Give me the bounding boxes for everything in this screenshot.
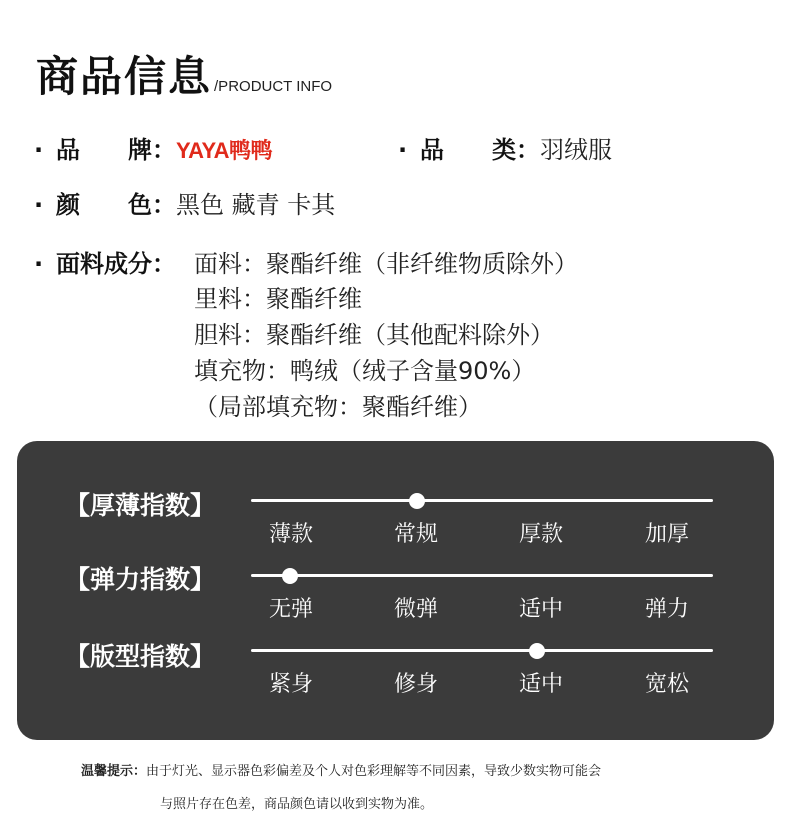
color-value: 黑色 藏青 卡其: [176, 191, 336, 219]
fabric-row: [34, 249, 176, 279]
notice-line-2: 与照片存在色差，商品颜色请以收到实物为准。: [160, 797, 434, 812]
elasticity-index-title: 【弹力指数】: [65, 565, 216, 594]
color-row: [34, 190, 335, 220]
title-chinese: 商品信息: [36, 52, 213, 101]
fit-option: 修身: [393, 672, 439, 697]
fit-option: 紧身: [268, 672, 314, 697]
category-label: 品 类：: [420, 136, 540, 164]
bullet: ·: [34, 250, 44, 278]
notice-text-1: 由于灯光、显示器色彩偏差及个人对色彩理解等不同因素，导致少数实物可能会: [146, 764, 602, 779]
fit-index-title: 【版型指数】: [65, 642, 216, 671]
fit-scale-track: [251, 649, 713, 652]
brand-value: YAYA鸭鸭: [176, 138, 273, 163]
fabric-label: 面料成分：: [56, 250, 176, 278]
notice-line-1: [81, 760, 601, 779]
bullet: ·: [34, 136, 44, 164]
thickness-index-title: 【厚薄指数】: [65, 491, 216, 520]
elasticity-scale-track: [251, 574, 713, 577]
elasticity-option: 适中: [518, 597, 564, 622]
bullet: ·: [34, 191, 44, 219]
notice-label: 温馨提示：: [81, 764, 147, 779]
thickness-option: 薄款: [268, 522, 314, 547]
fabric-line: 填充物：鸭绒（绒子含量90%）: [194, 357, 536, 385]
thickness-scale-track: [251, 499, 713, 502]
elasticity-option: 弹力: [644, 597, 690, 622]
thickness-scale-marker: [409, 493, 425, 509]
brand-label: 品 牌：: [56, 136, 176, 164]
fit-scale-marker: [529, 643, 545, 659]
brand-row: [34, 135, 272, 166]
fabric-line: 面料：聚酯纤维（非纤维物质除外）: [194, 250, 578, 278]
category-value: 羽绒服: [540, 136, 612, 164]
fabric-line: 里料：聚酯纤维: [194, 285, 362, 313]
thickness-option: 加厚: [644, 522, 690, 547]
thickness-option: 厚款: [518, 522, 564, 547]
fabric-line: 胆料：聚酯纤维（其他配料除外）: [194, 321, 554, 349]
title-english: /PRODUCT INFO: [214, 78, 333, 95]
elasticity-option: 无弹: [268, 597, 314, 622]
fabric-line: （局部填充物：聚酯纤维）: [194, 393, 482, 421]
thickness-option: 常规: [393, 522, 439, 547]
fit-option: 适中: [518, 672, 564, 697]
fit-option: 宽松: [644, 672, 690, 697]
page-title: [36, 44, 332, 100]
bullet: ·: [398, 136, 408, 164]
elasticity-scale-marker: [282, 568, 298, 584]
color-label: 颜 色：: [56, 191, 176, 219]
category-row: [398, 135, 612, 165]
elasticity-option: 微弹: [393, 597, 439, 622]
index-panel: [17, 441, 774, 740]
